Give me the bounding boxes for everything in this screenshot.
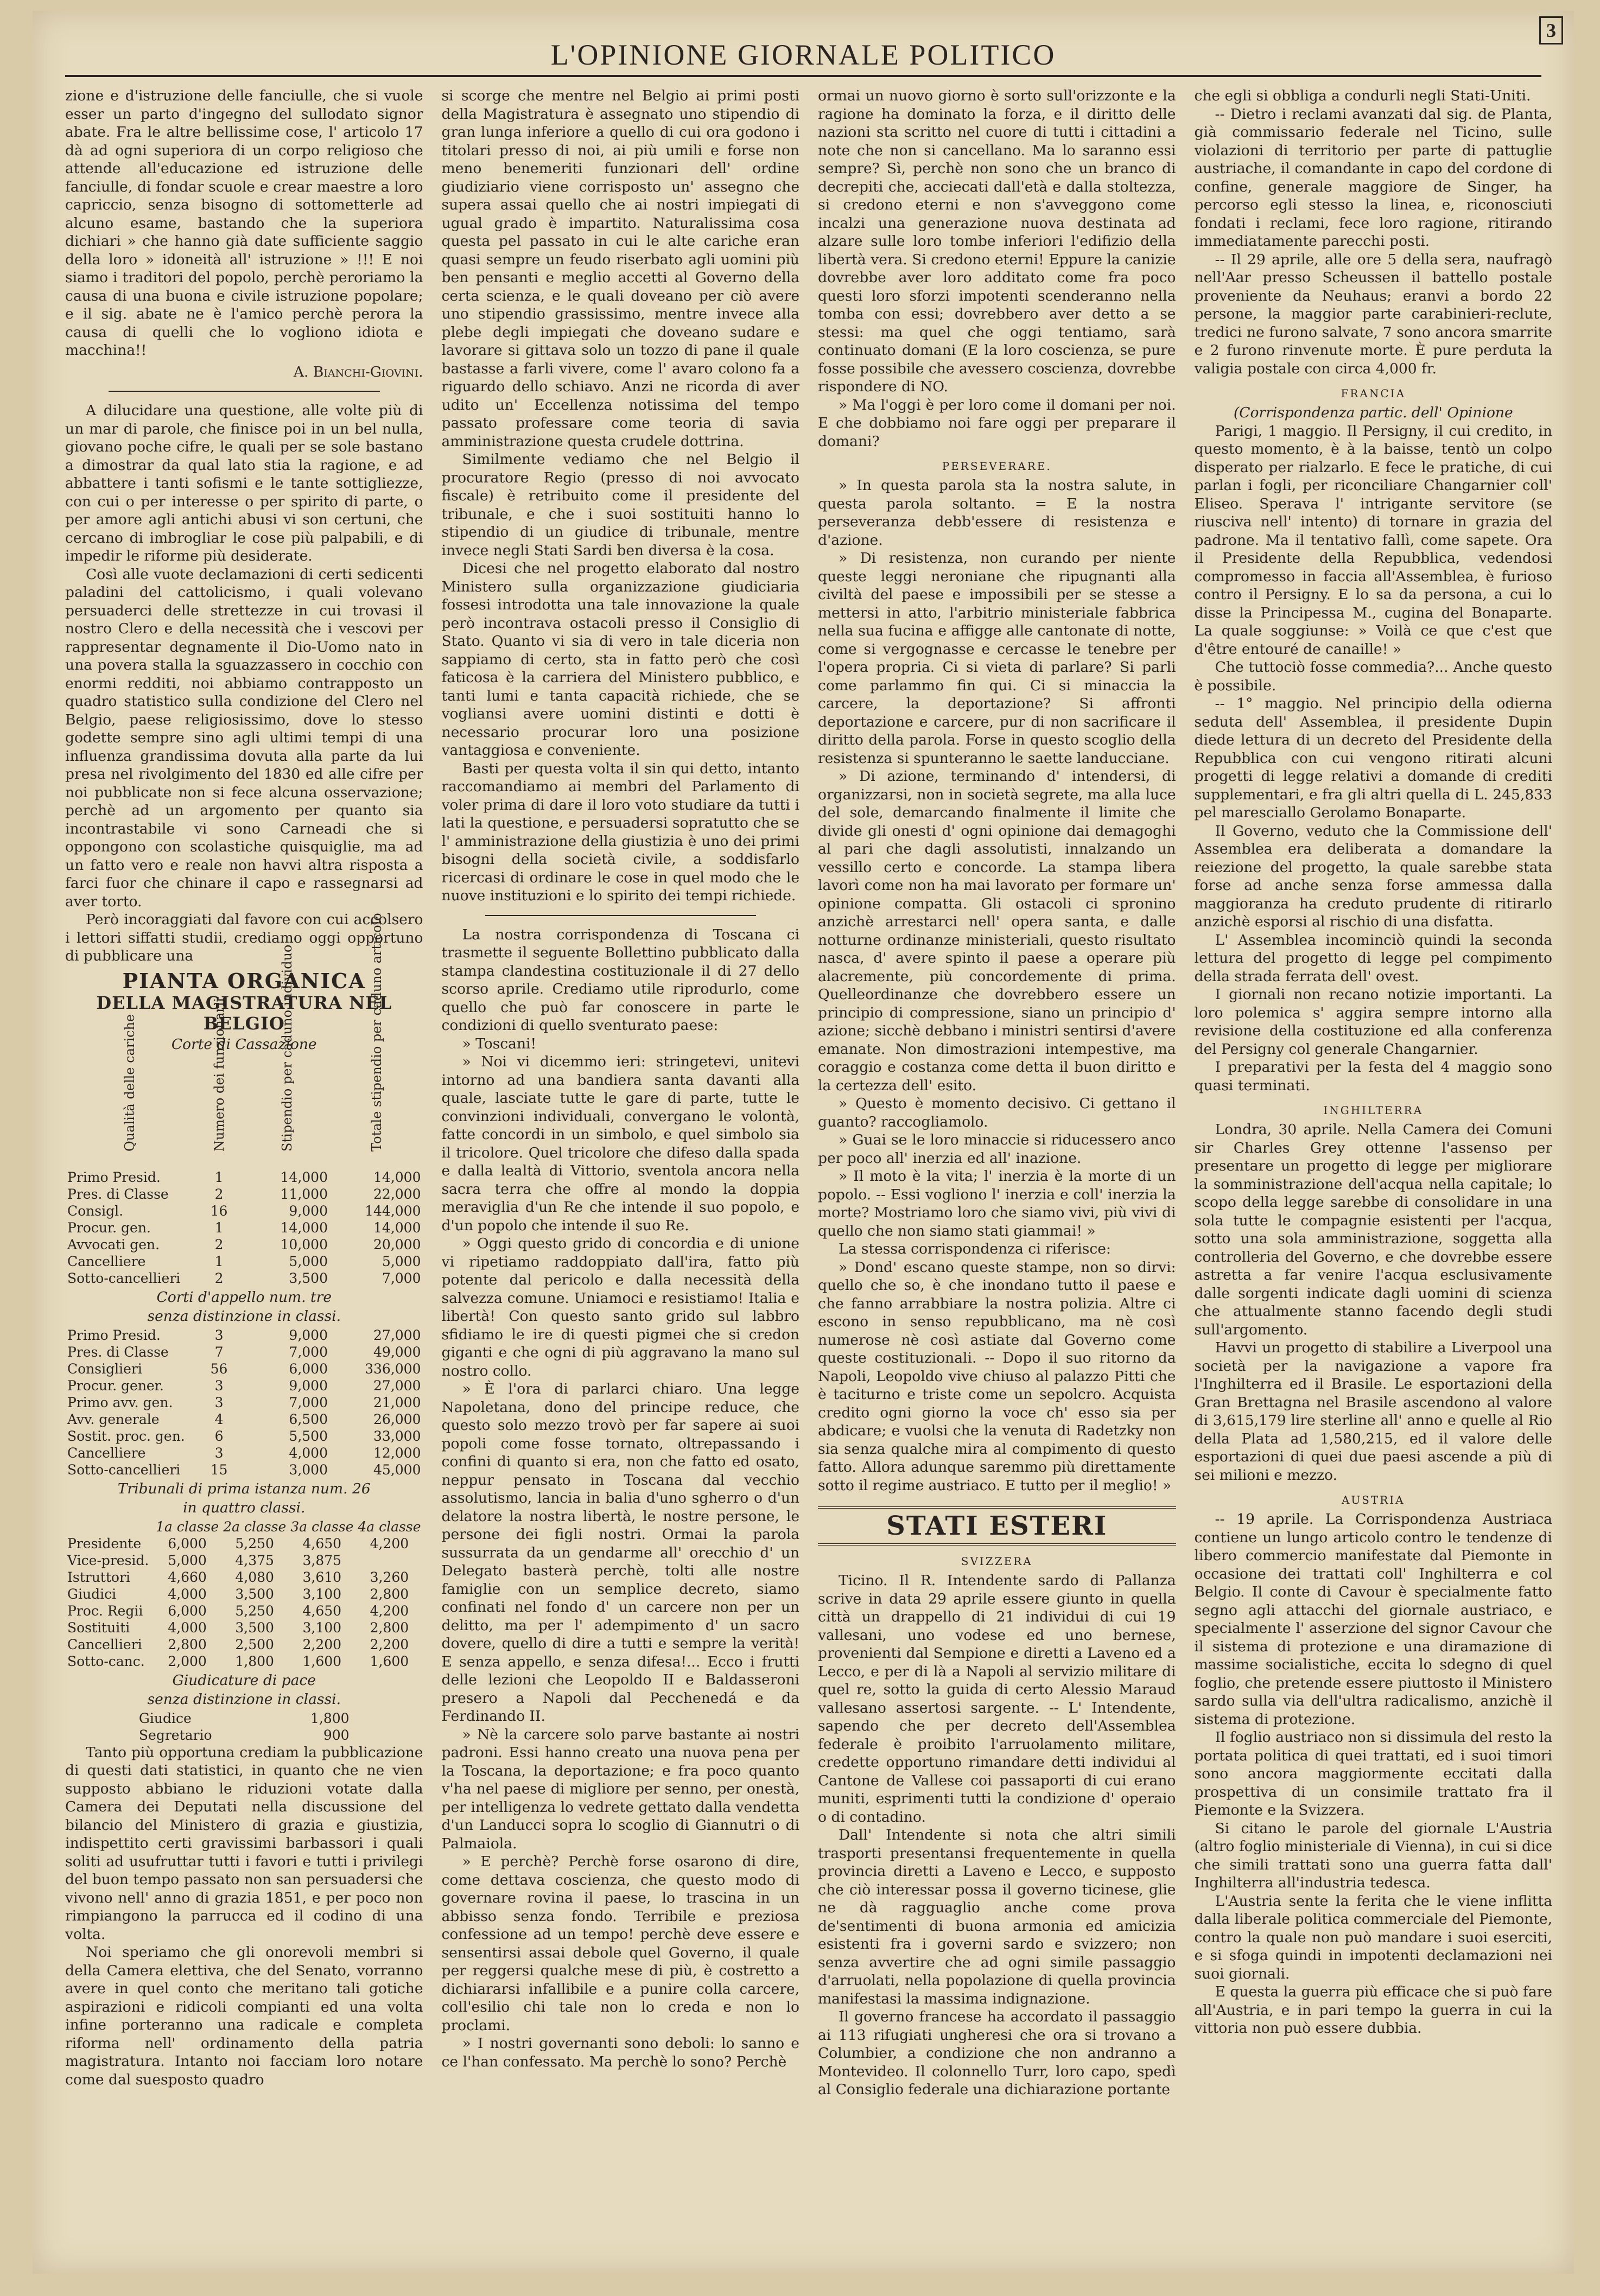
table-row <box>65 1569 423 1586</box>
paragraph: » Toscani! <box>462 1035 537 1052</box>
table-cell: 1,600 <box>370 1653 409 1669</box>
paragraph: » Dond' escano queste stampe, non so dirvi: quello che so, è che inondano tutto il paese e che fanno arrabbiare la nostra polizia. Altre ci escono in senso repubblicano, ma nè così numerose nè così astiate dal Governo come queste costituzionali. -- Dopo il suo ritorno da Napoli, Leopoldo vive chiuso al palazzo Pitti che è taciturno e triste come un sepolcro. Acquista credito ogni giorno la voce ch' esso sia per abdicare; e vuolsi che la venuta di Radetzky non sia senza qualche mira al compimento di questo fatto. Allora adunque saremmo più direttamente sotto il regime austriaco. E tutto per il meglio! » <box>818 1258 1176 1494</box>
table-cell: Sotto-cancellieri <box>67 1461 181 1478</box>
signature: A. Bianchi-Giovini. <box>293 363 423 380</box>
table-row <box>65 1602 423 1619</box>
paragraph: » Nè la carcere solo parve bastante ai nostri padroni. Essi hanno creato una nuova pena per la Toscana, la deportazione; e fra poco quanto v'ha nel paese di migliore per senno, per onestà, per intelligenza lo vedrete gettato dalla vendetta d'un Landucci sopra lo scoglio di Giannutri o di Palmaiola. <box>441 1726 799 1852</box>
table-cell: 14,000 <box>373 1219 421 1236</box>
table-cell: 3,610 <box>302 1569 342 1585</box>
table-cell: Procur. gener. <box>67 1377 164 1394</box>
table-row <box>65 1169 423 1186</box>
column-2 <box>442 87 800 2252</box>
paragraph: Parigi, 1 maggio. Il Persigny, il cui credito, in questo momento, è à la baisse, tentò un colpo disperato per rialzarlo. E fece le pratiche, di cui parlan i fogli, per riconciliare Changarnier coll' Eliseo. Sperava l' intrigante servitore (se riusciva nell' intento) di tornare in grazia del padrone. Ma il tentativo fallì, come sapete. Ora il Presidente della Repubblica, vedendosi compromesso in faccia all'Assemblea, è furioso contro il Persigny. E lo sa da persona, a cui lo disse la Principessa M., cugina del Bonaparte. La quale soggiunse: » Voilà ce que c'est que d'être entouré de canaille! » <box>1194 422 1552 658</box>
paragraph: Tanto più opportuna crediam la pubblicazione di questi dati statistici, in quanto che ne vien supposto abbiano le riduzioni votate dalla Camera dei Deputati nella discussione del bilancio del Ministero di grazia e giustizia, indispettito certi gravissimi barbassori i quali soliti ad usufruttar tutti i favori e tutti i privilegi del buon tempo passato non san persuadersi che vivono nell' anno di grazia 1851, e per poco non rimpiangono la parrucca ed il codino di una volta. <box>65 1744 423 1943</box>
table-cell: Sostituiti <box>67 1619 130 1636</box>
section-heading: STATI ESTERI <box>818 1506 1176 1545</box>
table-cell: 336,000 <box>365 1360 421 1377</box>
table-caption: Tribunali di prima istanza num. 26 <box>117 1480 371 1497</box>
paragraph: Così alle vuote declamazioni di certi sedicenti paladini del cattolicismo, i quali volevano persuaderci delle strettezze in cui trovasi il nostro Clero e della necessità che i vescovi per rappresentar degnamente il Dio-Uomo nato in una povera stalla la sguazzassero in cocchio con enormi redditi, noi abbiamo contrapposto un quadro statistico sulla condizione del Clero nel Belgio, paese religiosissimo, dove lo stesso godette sempre sino agli ultimi tempi di una influenza grandissima dovuta alla parte da lui presa nel rivolgimento del 1830 ed alle cifre per noi pubblicate non si fece alcuna osservazione; perchè ad un argomento per quanto sia incontrastabile vi sono Carneadi che si oppongono con scolastiche quisquiglie, ma ad un fatto vero e reale non havvi altra risposta a farci fuor che chinare il capo e rassegnarsi ad aver torto. <box>65 565 423 910</box>
table-cell: 9,000 <box>289 1203 328 1219</box>
paragraph: -- 19 aprile. La Corrispondenza Austriaca contiene un lungo articolo contro le tendenze di libero commercio manifestate dal Piemonte in occasione dei trattati coll' Inghilterra e col Belgio. Il conte di Cavour è specialmente fatto segno agli attacchi del giornale austriaco, e specialmente l' asserzione del signor Cavour che il sistema di protezione e una diramazione di massime socialistiche, eccita lo sdegno di quel foglio, che pretende essere piuttosto il Ministero sardo sulla via dell'ultra radicalismo, anzichè il sistema di protezione. <box>1194 1511 1552 1728</box>
table-cell: 7,000 <box>382 1270 421 1286</box>
table-cell: 2 <box>214 1236 224 1252</box>
appello-rows <box>65 1327 423 1478</box>
table-caption: Giudicature di pace <box>172 1671 316 1689</box>
table-cell: Primo avv. gen. <box>67 1394 173 1410</box>
table-row <box>137 1710 352 1727</box>
columns <box>65 87 1552 2252</box>
paragraph: Londra, 30 aprile. Nella Camera dei Comuni sir Charles Grey ottenne l'assenso per presentare un progetto di legge per migliorare la somministrazione dell'acqua nella capitale; lo scopo della legge sarebbe di consolidare in una sola tutte le compagnie esistenti per l'acqua, sotto una sola amministrazione, soggetta alla controlleria del Governo, e che dovrebbe essere astretta a far venire l'acqua esclusivamente dalle sorgenti indicate dagli uomini di scienza che attualmente stanno facendo degli studi sull'argomento. <box>1194 1121 1552 1338</box>
table-cell: 21,000 <box>373 1394 421 1410</box>
table-cell: 4,375 <box>235 1552 274 1568</box>
section-label: FRANCIA <box>1341 387 1406 400</box>
table-cell: 56 <box>210 1360 228 1377</box>
table-cell: Avvocati gen. <box>67 1236 160 1252</box>
pace-table <box>137 1710 352 1744</box>
table-cell: 2,800 <box>168 1636 207 1652</box>
table-cell: 2,200 <box>370 1636 409 1652</box>
table-header-row <box>65 1055 423 1169</box>
section-label: PERSEVERARE. <box>942 460 1052 473</box>
paragraph: ormai un nuovo giorno è sorto sull'orizzonte e la ragione ha dominato la forza, e il diritto delle nazioni sta scritto nel cuore di tutti i cittadini a note che non si cancellano. Ma lo saranno essi sempre? Sì, perchè non sono che un branco di decrepiti che, acciecati dall'età e dalla stoltezza, si credono eterni e non s'avveggono come incalzi una generazione nuova destinata ad alzare sulle loro tombe inferiori l'edifizio della libertà vera. Si credono eterni! Eppure la canizie dovrebbe aver loro additato come fra poco questi loro sforzi impotenti scenderanno nella tomba con essi; dovrebbero aver detto a se stessi: ma quel che oggi tentiamo, sarà continuato domani (E la loro coscienza, se pure fosse possibile che avessero coscienza, dovrebbe rispondere di NO. <box>818 87 1176 395</box>
table-cell: 1,600 <box>302 1653 342 1669</box>
table-cell: 3 <box>214 1394 224 1410</box>
table-row <box>65 1535 423 1552</box>
newspaper-page <box>33 11 1574 2274</box>
table-cell: 14,000 <box>373 1169 421 1185</box>
paragraph: Si citano le parole del giornale L'Austria (altro foglio ministeriale di Vienna), in cui si dice che simili trattati sono una guerra fatta dall' Inghilterra all'industria tedesca. <box>1194 1820 1552 1891</box>
table-cell: 4,660 <box>168 1569 207 1585</box>
table-cell: 3 <box>214 1327 224 1343</box>
tribunali-rows <box>65 1535 423 1670</box>
paragraph: E questa la guerra più efficace che si può fare all'Austria, e in pari tempo la guerra in cui la vittoria non può essere dubbia. <box>1194 1983 1552 2037</box>
table-cell: 1 <box>214 1169 224 1185</box>
paragraph: L'Austria sente la ferita che le viene inflitta dalla liberale politica commerciale del Piemonte, contro la quale non può mandare i suoi eserciti, e si sfoga quindi in impotenti declamazioni nei suoi giornali. <box>1194 1892 1552 1982</box>
paragraph: » I nostri governanti sono deboli: lo sanno e ce l'han confessato. Ma perchè lo sono? Perchè <box>441 2035 799 2070</box>
paragraph: Però incoraggiati dal favore con cui accolsero i lettori siffatti studii, crediamo oggi opportuno di pubblicare una <box>65 911 423 964</box>
paragraph: Il Governo, veduto che la Commissione dell' Assemblea era deliberata a domandare la reiezione del progetto, la quale sarebbe stata forse ad anche senza forse ammessa dalla maggioranza ha creduto prudente di ritirarlo anzichè esporsi al rischio di una disfatta. <box>1194 822 1552 930</box>
table-cell: Cancelliere <box>67 1445 146 1461</box>
table-cell: 4,000 <box>168 1619 207 1636</box>
cassazione-rows <box>65 1169 423 1287</box>
table-cell: 7,000 <box>289 1344 328 1360</box>
paragraph: Ticino. Il R. Intendente sardo di Pallanza scrive in data 29 aprile essere giunto in quella città un drappello di 21 individui di cui 19 vallesani, uno vodese ed uno bernese, provenienti dal Sempione e diretti a Laveno ed a Lecco, e per di là a Napoli al servizio militare di quel re, sotto la guida di certo Alessio Maraud vallesano assertosi sargente. -- L' Intendente, sapendo che per decreto dell'Assemblea federale è proibito l'arruolamento militare, credette opportuno rimandare detti individui al Cantone de Vallese coi passaporti di cui erano muniti, esprimenti tutti la condizione d' operaio o di contadino. <box>818 1572 1176 1826</box>
table-cell: Primo Presid. <box>67 1169 161 1185</box>
paragraph: L' Assemblea incominciò quindi la seconda lettura del progetto di legge pel compimento della strada ferrata dell' ovest. <box>1194 931 1552 985</box>
table-cell: 2,800 <box>370 1619 409 1636</box>
table-cell: Consiglieri <box>67 1360 142 1377</box>
table-cell: 3,100 <box>302 1586 342 1602</box>
table-cell: 1 <box>214 1219 224 1236</box>
paragraph: La stessa corrispondenza ci riferisce: <box>839 1241 1111 1257</box>
table-cell: 6,000 <box>289 1360 328 1377</box>
column-header: 3a classe <box>290 1518 354 1535</box>
column-header: Totale stipendio per caduno articolo <box>369 912 384 1152</box>
table-cell: 6,000 <box>168 1535 207 1551</box>
table-cell: 3,500 <box>289 1270 328 1286</box>
table-cell: 3,260 <box>370 1569 409 1585</box>
paragraph: » Noi vi dicemmo ieri: stringetevi, unitevi intorno ad una bandiera santa davanti alla quale, lasciate tutte le gare di parte, tutte le convinzioni individuali, convergano le volontà, fatte concordi in un simbolo, e quel simbolo sia il tricolore. Quel tricolore che difeso dalla spada e dalla lealtà di Vittorio, sventola ancora nella sacra terra che offre al mondo la doppia meraviglia d'un Re che intende il suo popolo, e d'un popolo che intende il suo Re. <box>441 1053 799 1234</box>
table-cell: Procur. gen. <box>67 1219 151 1236</box>
table-cell: 49,000 <box>373 1344 421 1360</box>
table-subtitle: DELLA MAGISTRATURA NEL BELGIO <box>96 992 392 1034</box>
table-row <box>65 1619 423 1636</box>
correspondence-note: (Corrispondenza partic. dell' Opinione <box>1233 404 1513 421</box>
table-cell: 6,000 <box>168 1602 207 1619</box>
table-cell: 3 <box>214 1377 224 1394</box>
table-row <box>65 1461 423 1478</box>
table-row <box>65 1360 423 1377</box>
paragraph: Che tuttociò fosse commedia?... Anche questo è possibile. <box>1194 659 1552 694</box>
table-cell: 4,650 <box>302 1602 342 1619</box>
table-cell: Pres. di Classe <box>67 1186 169 1202</box>
table-cell: Cancelliere <box>67 1253 146 1269</box>
paragraph: -- 1° maggio. Nel principio della odierna seduta dell' Assemblea, il presidente Dupin diede lettura di un decreto del Presidente della Repubblica con cui vengono ritirati alcuni progetti di legge relativi a domande di crediti supplementari, e fra gli altri quella di L. 245,833 pel maresciallo Gerolamo Bonaparte. <box>1194 695 1552 821</box>
table-cell: 14,000 <box>280 1219 328 1236</box>
table-cell: Sostit. proc. gen. <box>67 1428 185 1444</box>
table-row <box>65 1445 423 1461</box>
table-cell: 3,500 <box>235 1586 274 1602</box>
section-label: AUSTRIA <box>1341 1493 1405 1506</box>
paragraph: Havvi un progetto di stabilire a Liverpool una società per la navigazione a vapore fra l'Inghilterra ed il Brasile. Le esportazioni della Gran Brettagna nel Brasile ascendono al valore di 3,615,179 lire sterline all' anno e quelle al Rio della Plata ad 1,580,215, ed il valore delle esportazioni di quei due paesi ascende a più di sei milioni e mezzo. <box>1194 1339 1552 1484</box>
table-cell: Presidente <box>67 1535 142 1551</box>
paragraph: La nostra corrispondenza di Toscana ci trasmette il seguente Bollettino pubblicato dalla stampa clandestina costituzionale il di 27 dello scorso aprile. Crediamo utile riprodurlo, come quello che può far conoscere in parte le condizioni di quello sventurato paese: <box>441 926 799 1034</box>
table-cell: 27,000 <box>373 1377 421 1394</box>
column-1 <box>65 87 423 2252</box>
paragraph: Basti per questa volta il sin qui detto, intanto raccomandiamo ai membri del Parlamento di voler prima di dare il loro voto studiare da tutti i lati la questione, e persuadersi sopratutto che se l' amministrazione della giustizia è uno dei primi bisogni della società civile, a soddisfarlo ricercasi di ordinare le cose in quel modo che le nuove instituzioni e lo spirito dei tempi richiede. <box>441 760 799 904</box>
table-row <box>65 1586 423 1602</box>
table-cell: 4 <box>214 1411 224 1427</box>
table-cell: 2 <box>214 1186 224 1202</box>
table-cell: 5,250 <box>235 1535 274 1551</box>
table-cell: 5,000 <box>289 1253 328 1269</box>
paragraph: si scorge che mentre nel Belgio ai primi posti della Magistratura è assegnato uno stipendio di gran lunga inferiore a quello di cui ora godono i titolari presso di noi, ai più umili e forse non meno benemeriti funzionari dell' ordine giudiziario viene corrisposto un' assegno che supera assai quello che ai nostri impiegati di ugual grado è impartito. Naturalissima cosa questa pel passato in cui le alte cariche eran quasi sempre un feudo riserbato agli uomini più ben pensanti e meglio accetti al Governo della certa scienza, e le quali doveano per ciò avere uno stipendio grassissimo, mentre invece alla plebe degli impiegati che doveano sudare e lavorare si gittava solo un tozzo di pane il quale bastasse a farli vivere, come l' avaro colono fa a riguardo dello schiavo. Anzi ne ricorda di aver udito un' Eccellenza notissima del tempo passato professare come teoria di savia amministrazione questa crudele dottrina. <box>441 87 799 450</box>
paragraph: Similmente vediamo che nel Belgio il procuratore Regio (presso di noi avvocato fiscale) è retribuito come il presidente del tribunale, e che i suoi sostituiti hanno lo stipendio di un giudice di tribunale, mentre invece negli Stati Sardi ben diversa è la cosa. <box>441 451 799 559</box>
paragraph: Noi speriamo che gli onorevoli membri si della Camera elettiva, che del Senato, vorranno avere in quel conto che meritano tali gotiche aspirazioni e ridicoli compianti ed una volta infine porteranno una radicale e completa riforma nell' ordinamento della patria magistratura. Intanto noi facciam loro notare come dal suesposto quadro <box>65 1944 423 2088</box>
column-3 <box>818 87 1176 2252</box>
table-cell: 11,000 <box>280 1186 328 1202</box>
table-row <box>65 1377 423 1394</box>
table-cell: 45,000 <box>373 1461 421 1478</box>
table-cell: 5,250 <box>235 1602 274 1619</box>
table-row <box>65 1552 423 1569</box>
column-header: 1a classe <box>156 1518 219 1535</box>
table-row <box>65 1186 423 1203</box>
table-cell: 20,000 <box>373 1236 421 1252</box>
table-row <box>65 1219 423 1236</box>
table-cell: Segretario <box>138 1727 212 1743</box>
divider <box>109 391 380 392</box>
table-cell: 27,000 <box>373 1327 421 1343</box>
table-cell: 3,100 <box>302 1619 342 1636</box>
table-row <box>65 1344 423 1360</box>
table-cell: 22,000 <box>373 1186 421 1202</box>
masthead-rule <box>65 75 1541 77</box>
table-cell: 1,800 <box>235 1653 274 1669</box>
table-cell: 2 <box>214 1270 224 1286</box>
table-cell: 5,500 <box>289 1428 328 1444</box>
table-cell: 9,000 <box>289 1377 328 1394</box>
table-cell: Primo Presid. <box>67 1327 161 1343</box>
table-cell: 33,000 <box>373 1428 421 1444</box>
table-row <box>65 1428 423 1445</box>
table-cell: Avv. generale <box>67 1411 160 1427</box>
paragraph: » E perchè? Perchè forse osarono di dire, come dettava coscienza, che questo modo di governare rovina il paese, lo trascina in un abbisso senza fondo. Terribile e preziosa confessione ad un tempo! perchè deve essere e sensentirsi assai debole quel Governo, il quale per reggersi qualche mese di più, è costretto a dichiararsi infallibile e a punire colla carcere, coll'esilio chi tale non lo creda e non lo proclami. <box>441 1853 799 2034</box>
paragraph: -- Dietro i reclami avanzati dal sig. de Planta, già commissario federale nel Ticino, sulle violazioni di territorio per parte di pattuglie austriache, il comandante in capo del cordone di confine, generale maggiore de Singer, ha percorso egli stesso la linea, e, riconosciuti fondati i reclami, fece loro ragione, ritirando immediatamente parecchi posti. <box>1194 105 1552 250</box>
paragraph: I giornali non recano notizie importanti. La loro polemica s' aggira sempre intorno alla revisione della costituzione ed alla conferenza del Persigny col generale Changarnier. <box>1194 986 1552 1058</box>
table-cell <box>355 1552 423 1569</box>
paragraph: » In questa parola sta la nostra salute, in questa parola soltanto. = E la nostra perseveranza debb'essere di resistenza e d'azione. <box>818 477 1176 549</box>
table-caption: Corti d'appello num. tre <box>156 1288 332 1306</box>
table-cell: 5,000 <box>382 1253 421 1269</box>
table-row <box>65 1411 423 1428</box>
table-caption: Corte di Cassazione <box>171 1035 317 1053</box>
table-cell: 16 <box>210 1203 228 1219</box>
paragraph: A dilucidare una questione, alle volte più di un mar di parole, che finisce poi in un bel nulla, giovano poche cifre, le quali per se sole bastano a dimostrar da qual lato stia la ragione, e ad abbattere i tanti sofismi e le tante sottigliezze, con cui o per interesse o per spirito di parte, o per amore agli antichi abusi vi son certuni, che cercano di imbrogliar le cose più palpabili, e di impedir le riforme più desiderate. <box>65 402 423 564</box>
column-header: 4a classe <box>358 1518 421 1535</box>
paragraph: zione e d'istruzione delle fanciulle, che si vuole esser un parto d'ingegno del sullodato signor abate. Fra le altre bellissime cose, l' articolo 17 dà ad ogni superiora di un corpo religioso che attende all'educazione ed istruzione delle fanciulle, di fondar scuole e crear maestre a loro capriccio, senza bisogno di sottometterle ad alcuno esame, bastando che la superiora dichiari » che hanno già date sufficiente saggio della loro » idoneità all' istruzione » !!! E noi siamo i traditori del popolo, perchè peroriamo la causa di una buona e civile istruzione popolare; e il sig. abate ne è l'amico perchè perora la causa di quelli che lo vogliono idiota e macchina!! <box>65 87 423 359</box>
table-row <box>65 1394 423 1411</box>
table-cell: 9,000 <box>289 1327 328 1343</box>
table-cell: 3,000 <box>289 1461 328 1478</box>
table-title: PIANTA ORGANICA <box>122 968 366 993</box>
paragraph: -- Il 29 aprile, alle ore 5 della sera, naufragò nell'Aar presso Scheussen il battello postale proveniente da Neuhaus; eranvi a bordo 22 persone, la maggior parte carabinieri-reclute, tredici ne furono salvate, 7 sono ancora smarrite e 2 furono rinvenute morte. È pure perduta la valigia postale con circa 4,000 fr. <box>1194 251 1552 377</box>
table-cell: 6,500 <box>289 1411 328 1427</box>
table-row <box>65 1253 423 1270</box>
paragraph: » Il moto è la vita; l' inerzia è la morte di un popolo. -- Essi vogliono l' inerzia e coll' inerzia la morte? Mostriamo loro che siamo vivi, più vivi di quello che non siamo stati giammai! » <box>818 1168 1176 1239</box>
table-cell: 3,500 <box>235 1619 274 1636</box>
table-cell: 4,200 <box>370 1602 409 1619</box>
paragraph: » Questo è momento decisivo. Ci gettano il guanto? raccogliamolo. <box>818 1095 1176 1130</box>
table-cell: 4,650 <box>302 1535 342 1551</box>
column-header: 2a classe <box>223 1518 287 1535</box>
table-cell: 5,000 <box>168 1552 207 1568</box>
paragraph: » Di resistenza, non curando per niente queste leggi neroniane che ripugnanti alla civiltà del paese e impossibili per se stesse a mettersi in atto, l'arbitrio ministeriale fabbrica nella sua fucina e affigge alle cantonate di notte, come si vergognasse e cercasse le tenebre per l'opera propria. Ci si vieta di parlare? Si parli come parlammo fin qui. Ci si minaccia la carcere, la deportazione? Si affronti deportazione e carcere, pur di non sacrificare il diritto della parola. Forse in questo scoglio della resistenza si spunteranno le saette landucciane. <box>818 550 1176 767</box>
table-cell: Pres. di Classe <box>67 1344 169 1360</box>
paragraph: » Ma l'oggi è per loro come il domani per noi. E che dobbiamo noi fare oggi per preparare il domani? <box>818 396 1176 450</box>
paragraph: » È l'ora di parlarci chiaro. Una legge Napoletana, dono del principe reduce, che questo solo mezzo trovò per far sapere ai suoi popoli come fosse tornato, oltrepassando i confini di quanto si era, non che fatto ed osato, neppur pensato in Toscana dal vecchio assolutismo, lancia in balia d'uno sgherro o d'un delatore la nostra libertà, le nostre persone, le persone dei figli nostri. Ormai la parola sussurrata da un gendarme all' orecchio d' un Delegato basterà perchè, tolti alle nostre famiglie con un semplice decreto, siamo confinati nel fondo d' un carcere non per un delitto, ma per l' adempimento d' un sacro dovere, quello di dire a tutti e sempre la verità! E senza appello, e senza difesa!... Ecco i frutti delle lezioni che Leopoldo II e Baldasseroni presero a Napoli dal Pecchenedá e da Ferdinando II. <box>441 1381 799 1725</box>
table-header-row <box>65 1518 423 1535</box>
paragraph: Dall' Intendente si nota che altri simili trasporti presentansi frequentemente in quella provincia diretti a Laveno e Lecco, e supposto che ciò interessar possa il governo ticinese, glie ne dà ragguaglio anche come prova de'sentimenti di buona armonia ed amicizia esistenti fra i governi sardo e svizzero; non senza avvertire che ad ogni simile passaggio d'arruolati, nella popolazione di quella provincia manifestasi la massima indignazione. <box>818 1827 1176 2007</box>
appello-table <box>65 1327 423 1478</box>
table-cell: 14,000 <box>280 1169 328 1185</box>
table-cell: 15 <box>210 1461 228 1478</box>
table-row <box>137 1727 352 1744</box>
table-cell: 144,000 <box>365 1203 421 1219</box>
table-caption: in quattro classi. <box>183 1499 306 1516</box>
section-label: SVIZZERA <box>961 1555 1033 1568</box>
table-cell: 1,800 <box>310 1710 350 1726</box>
table-cell: Vice-presid. <box>67 1552 149 1568</box>
paragraph: I preparativi per la festa del 4 maggio sono quasi terminati. <box>1194 1059 1552 1094</box>
paragraph: » Di azione, terminando d' intendersi, di organizzarsi, non in società segrete, ma alla luce del sole, demarcando finalmente il limite che divide gli onesti d' ogni opinione dai demagoghi al pari che dagli assolutisti, innalzando un vessillo certo e concorde. La stampa libera lavorì come non ha mai lavorato per formare un' opinione compatta. Gli ostacoli ci spronino anzichè arrestarci nell' opera santa, e dalle notturne ordinanze ministeriali, questo risultato nasca, d' avere spinto il paese a operare più alacremente, più concordemente di prima. Quelleordinanze che dovrebbero essere un principio di compressione, siano un principio d' azione; sicchè debbano i ministri sentirsi d'avere emanate. Non dimostrazioni intempestive, ma coraggio e costanza come detta il buon diritto e la certezza dell' esito. <box>818 768 1176 1094</box>
table-cell: 12,000 <box>373 1445 421 1461</box>
paragraph: Il foglio austriaco non si dissimula del resto la portata politica di quei trattati, ed i suoi timori sono ancora maggiormente eccitati dalla prospettiva di un consimile trattato fra il Piemonte e la Svizzera. <box>1194 1729 1552 1818</box>
table-cell: 2,200 <box>302 1636 342 1652</box>
page-number: 3 <box>1539 16 1563 44</box>
table-row <box>65 1270 423 1287</box>
pace-rows <box>137 1710 352 1744</box>
table-cell: 4,000 <box>168 1586 207 1602</box>
table-row <box>65 1327 423 1344</box>
paragraph: » Oggi questo grido di concordia e di unione vi ripetiamo raddoppiato dall'ira, fatto più potente dal pericolo e dalla necessità della salvezza comune. Uniamoci e resistiamo! Italia e libertà! Con questo santo grido sul labbro sfidiamo le ire di questi pigmei che si credon giganti e che ogni di più aggravano la mano sul nostro collo. <box>441 1235 799 1379</box>
table-row <box>65 1653 423 1670</box>
table-cell: Cancellieri <box>67 1636 142 1652</box>
table-cell: 4,200 <box>370 1535 409 1551</box>
masthead: L'OPINIONE GIORNALE POLITICO <box>550 39 1056 71</box>
table-cell: Consigl. <box>67 1203 124 1219</box>
tribunali-table <box>65 1518 423 1670</box>
table-cell: Istruttori <box>67 1569 130 1585</box>
table-cell: Giudici <box>67 1586 117 1602</box>
table-cell: 1 <box>214 1253 224 1269</box>
table-caption: senza distinzione in classi. <box>147 1307 341 1325</box>
column-header: Qualità delle cariche <box>122 1014 137 1152</box>
table-cell: 26,000 <box>373 1411 421 1427</box>
table-cell: 7,000 <box>289 1394 328 1410</box>
table-cell: 10,000 <box>280 1236 328 1252</box>
table-cell: 2,000 <box>168 1653 207 1669</box>
table-cell: Giudice <box>138 1710 192 1726</box>
table-row <box>65 1636 423 1653</box>
column-4 <box>1195 87 1553 2252</box>
table-cell: 3 <box>214 1445 224 1461</box>
paragraph: Dicesi che nel progetto elaborato dal nostro Ministero sulla organizzazione giudiciaria fossesi introdotta una tale innovazione la quale però incontrava ostacoli presso il Consiglio di Stato. Quanto vi sia di vero in tale diceria non sappiamo di certo, sta in fatto però che così faticosa è la carriera del Ministero pubblico, e tanti lumi e tanta capacità richiede, che se vogliansi avere uomini distinti e dotti è necessario procurar loro una posizione vantaggiosa e conveniente. <box>441 560 799 759</box>
table-cell: 900 <box>323 1727 350 1743</box>
table-cell: Proc. Regii <box>67 1602 143 1619</box>
table-cell: Sotto-canc. <box>67 1653 145 1669</box>
table-cell: 4,080 <box>235 1569 274 1585</box>
table-caption: senza distinzione in classi. <box>147 1690 341 1708</box>
paragraph: che egli si obbliga a condurli negli Stati-Uniti. <box>1194 87 1531 104</box>
divider <box>485 915 757 916</box>
column-header: Stipendio per caduno individuo <box>279 944 295 1152</box>
table-cell: 3,875 <box>302 1552 342 1568</box>
column-header: Numero dei funzionarii <box>211 997 227 1152</box>
table-cell: 4,000 <box>289 1445 328 1461</box>
paragraph: Il governo francese ha accordato il passaggio ai 113 rifugiati ungheresi che ora si trovano a Columbier, a condizione che non andranno a Montevideo. Il colonnello Turr, loro capo, spedì al Consiglio federale una dichiarazione portante <box>818 2008 1176 2098</box>
table-cell: Sotto-cancellieri <box>67 1270 181 1286</box>
table-cell: 6 <box>214 1428 224 1444</box>
table-row <box>65 1203 423 1219</box>
table-cell: 2,500 <box>235 1636 274 1652</box>
paragraph: » Guai se le loro minaccie si riducessero anco per poco all' inerzia ed all' inazione. <box>818 1131 1176 1167</box>
section-label: INGHILTERRA <box>1323 1104 1424 1117</box>
table-cell: 7 <box>214 1344 224 1360</box>
table-cell: 2,800 <box>370 1586 409 1602</box>
table-row <box>65 1236 423 1253</box>
